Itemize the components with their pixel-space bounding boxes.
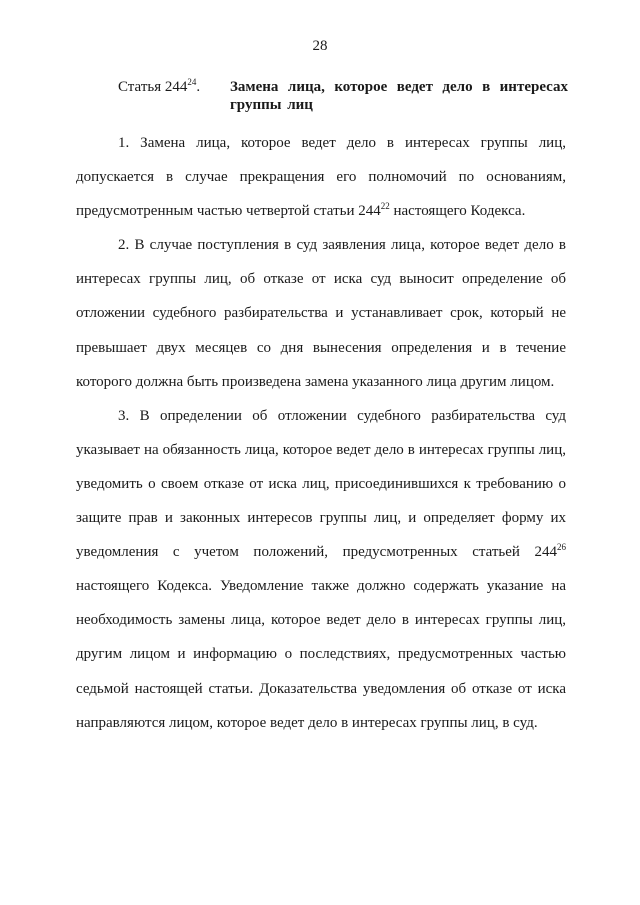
- paragraph-3-text: 3. В определении об отложении судебного разбирательства суд указывает на обязанность лица, которое ведет дело в интересах группы лиц, уведомить о своем отказе от иска лиц, присоединившихся к требованию о защите прав и законных интересов группы лиц, и определяет форму их уведомления с учетом положений, предусмотренных статьей 244: [76, 407, 566, 561]
- paragraph-1-text-end: настоящего Кодекса.: [389, 203, 526, 220]
- article-label-end: .: [196, 79, 201, 95]
- paragraph-1: [76, 126, 566, 228]
- paragraph-1-text: 1. Замена лица, которое ведет дело в интересах группы лиц, допускается в случае прекращения его полномочий по основаниям, предусмотренным частью четвертой статьи 244: [76, 135, 566, 220]
- page-number: 28: [312, 38, 328, 54]
- paragraph-2: [76, 228, 566, 398]
- paragraph-3-text-end: настоящего Кодекса. Уведомление также должно содержать указание на необходимость замены лица, которое ведет дело в интересах группы лиц, другим лицом и информацию о последствиях, предусмотренных частью седьмой настоящей статьи. Доказательства уведомления об отказе от иска направляются лицом, которое ведет дело в интересах группы лиц, в суд.: [76, 578, 566, 731]
- paragraph-2-text: 2. В случае поступления в суд заявления лица, которое ведет дело в интересах группы лиц, об отказе от иска суд выносит определение об отложении судебного разбирательства и устанавливает срок, который не превышает двух месяцев со дня вынесения определения и в течение которого должна быть произведена замена указанного лица другим лицом.: [76, 237, 566, 390]
- paragraph-3: [76, 399, 566, 740]
- article-label: [118, 78, 200, 96]
- paragraph-1-superscript: 22: [380, 201, 390, 212]
- article-title: Замена лица, которое ведет дело в интересах группы лиц: [230, 79, 568, 113]
- article-body: [76, 126, 566, 740]
- article-label-text: Статья 244: [118, 79, 188, 95]
- paragraph-3-superscript: 26: [557, 542, 566, 553]
- article-label-superscript: 24: [187, 77, 197, 87]
